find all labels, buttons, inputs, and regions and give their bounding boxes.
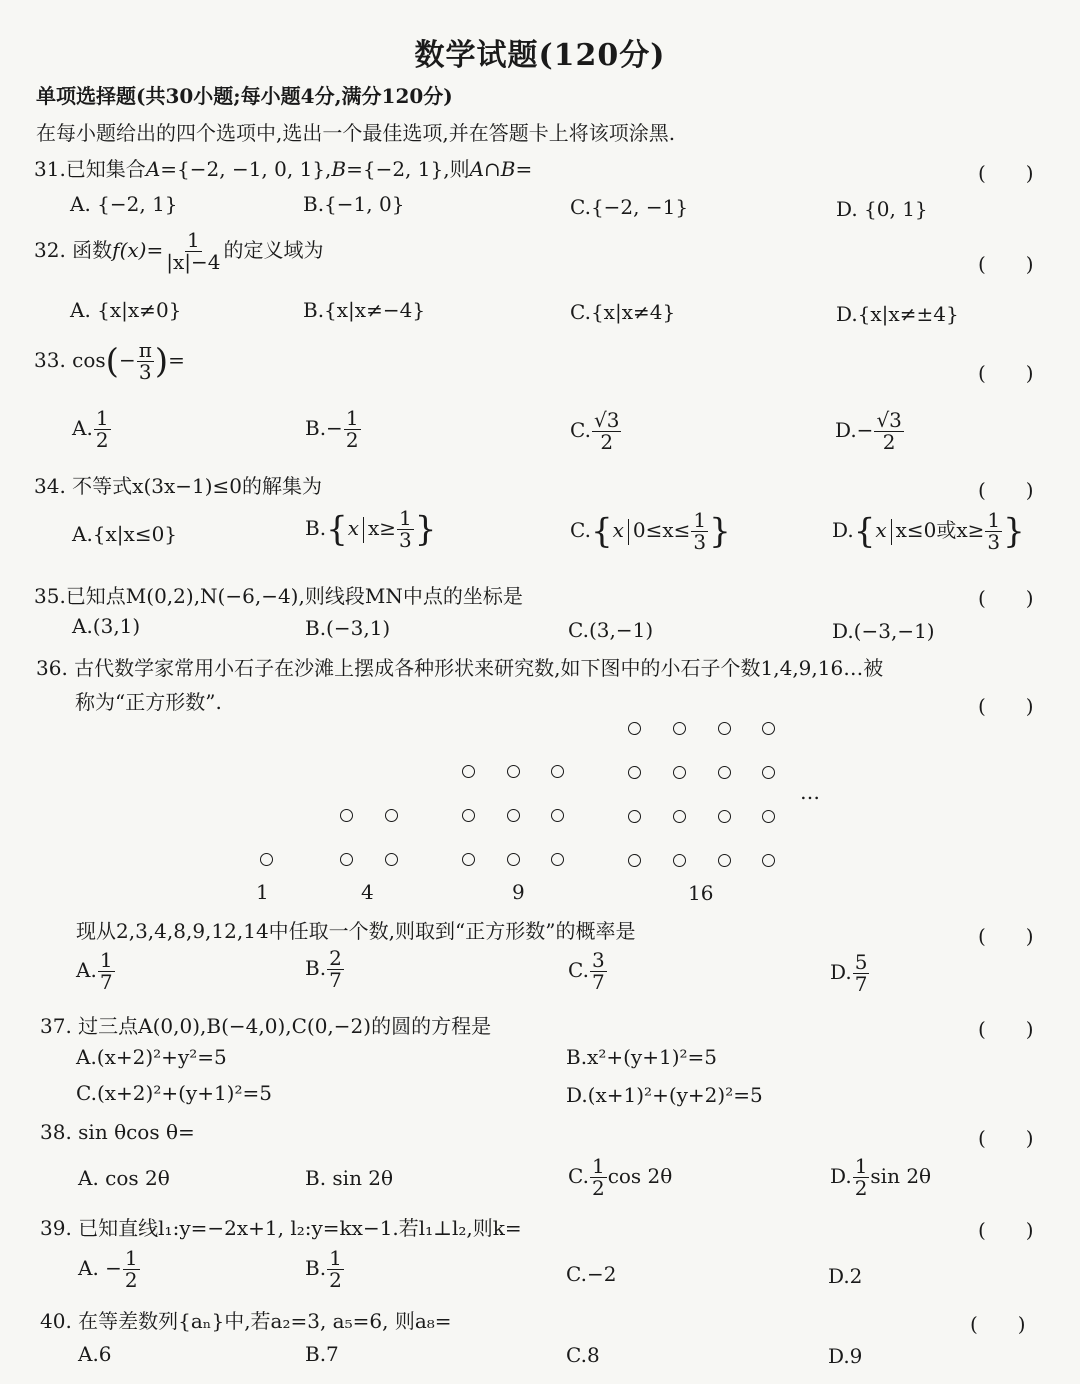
pebble-ellipsis: … xyxy=(800,780,820,804)
pebble xyxy=(551,853,564,866)
q39-option-c: C.−2 xyxy=(566,1262,617,1286)
q40-option-b: B.7 xyxy=(305,1342,339,1366)
q34-option-c: C.{x 0≤x≤ $\frac{1}{3}$ } xyxy=(570,508,731,554)
pebble xyxy=(673,810,686,823)
pebble xyxy=(340,809,353,822)
pebble xyxy=(507,765,520,778)
pebble xyxy=(762,854,775,867)
pebble xyxy=(718,854,731,867)
q32-option-a: A. {x|x≠0} xyxy=(70,298,182,322)
answer-paren-36: ( ) xyxy=(978,694,1034,718)
question-38-stem: 38. sin θcos θ= xyxy=(40,1120,195,1144)
pebble xyxy=(385,853,398,866)
question-37-stem: 37. 过三点A(0,0),B(−4,0),C(0,−2)的圆的方程是 xyxy=(40,1014,492,1038)
pebble-label-16: 16 xyxy=(688,881,714,905)
q38-option-c: C. $\frac{1}{2}$ cos 2θ xyxy=(568,1154,673,1200)
q38-option-b: B. sin 2θ xyxy=(305,1166,394,1190)
q39-option-b: B. $\frac{1}{2}$ xyxy=(305,1246,342,1292)
pebble xyxy=(340,853,353,866)
answer-paren-38: ( ) xyxy=(978,1126,1034,1150)
pebble xyxy=(462,765,475,778)
q36-option-b: B. $\frac{2}{7}$ xyxy=(305,946,342,992)
pebble xyxy=(628,722,641,735)
q37-option-a: A.(x+2)²+y²=5 xyxy=(76,1045,227,1069)
q37-option-d: D.(x+1)²+(y+2)²=5 xyxy=(566,1083,763,1107)
q31-option-d: D. {0, 1} xyxy=(836,197,928,221)
answer-paren-35: ( ) xyxy=(978,586,1034,610)
pebble xyxy=(551,765,564,778)
q39-option-d: D.2 xyxy=(828,1264,863,1288)
pebble xyxy=(762,766,775,779)
q33-option-b: B.− $\frac{1}{2}$ xyxy=(305,406,359,452)
question-32-stem: 32. 函数f(x)= $\frac{1}{|x|-4}$ 的定义域为 xyxy=(34,228,324,274)
pebble xyxy=(507,809,520,822)
q35-option-b: B.(−3,1) xyxy=(305,616,391,640)
question-40-stem: 40. 在等差数列{aₙ}中,若a₂=3, a₅=6, 则a₈= xyxy=(40,1309,452,1333)
answer-paren-40: ( ) xyxy=(970,1312,1026,1336)
q39-option-a: A. − $\frac{1}{2}$ xyxy=(78,1246,138,1292)
q36-option-d: D. $\frac{5}{7}$ xyxy=(830,950,868,996)
q35-option-d: D.(−3,−1) xyxy=(832,619,935,643)
pebble xyxy=(762,810,775,823)
pebble-label-4: 4 xyxy=(361,880,374,904)
instruction: 在每小题给出的四个选项中,选出一个最佳选项,并在答题卡上将该项涂黑. xyxy=(36,121,676,145)
answer-paren-32: ( ) xyxy=(978,252,1034,276)
q34-option-a: A.{x|x≤0} xyxy=(72,522,178,546)
q35-option-c: C.(3,−1) xyxy=(568,618,654,642)
pebble xyxy=(628,810,641,823)
pebble xyxy=(673,722,686,735)
answer-paren-31: ( ) xyxy=(978,161,1034,185)
pebble xyxy=(718,766,731,779)
question-33-stem: 33. cos(− $\frac{\pi}{3}$ )= xyxy=(34,338,185,384)
pebble xyxy=(718,810,731,823)
q33-option-c: C. $\frac{√3}{2}$ xyxy=(570,408,620,454)
pebble xyxy=(673,766,686,779)
q38-option-a: A. cos 2θ xyxy=(78,1166,170,1190)
pebble xyxy=(507,853,520,866)
q32-option-d: D.{x|x≠±4} xyxy=(836,302,959,326)
answer-paren-36b: ( ) xyxy=(978,924,1034,948)
q37-option-b: B.x²+(y+1)²=5 xyxy=(566,1045,717,1069)
q31-option-b: B.{−1, 0} xyxy=(303,192,405,216)
q31-option-c: C.{−2, −1} xyxy=(570,195,689,219)
pebble-label-9: 9 xyxy=(512,880,525,904)
pebble xyxy=(762,722,775,735)
q40-option-a: A.6 xyxy=(78,1342,112,1366)
question-34-stem: 34. 不等式x(3x−1)≤0的解集为 xyxy=(34,474,323,498)
q31-option-a: A. {−2, 1} xyxy=(70,192,178,216)
pebble xyxy=(462,853,475,866)
question-31-stem: 31.已知集合A={−2, −1, 0, 1},B={−2, 1},则A∩B= xyxy=(34,157,533,181)
question-36-stem-line3: 现从2,3,4,8,9,12,14中任取一个数,则取到“正方形数”的概率是 xyxy=(76,919,636,943)
q32-option-c: C.{x|x≠4} xyxy=(570,300,676,324)
pebble xyxy=(462,809,475,822)
answer-paren-37: ( ) xyxy=(978,1017,1034,1041)
q34-option-b: B.{x x≥ $\frac{1}{3}$ } xyxy=(305,506,437,552)
q38-option-d: D. $\frac{1}{2}$ sin 2θ xyxy=(830,1154,932,1200)
pebble xyxy=(551,809,564,822)
q33-option-d: D.− $\frac{√3}{2}$ xyxy=(835,408,902,454)
q36-option-a: A. $\frac{1}{7}$ xyxy=(76,948,113,994)
q40-option-d: D.9 xyxy=(828,1344,863,1368)
q32-fraction: $\frac{1}{|x|-4}$ xyxy=(166,228,221,274)
answer-paren-39: ( ) xyxy=(978,1218,1034,1242)
pebble xyxy=(673,854,686,867)
question-35-stem: 35.已知点M(0,2),N(−6,−4),则线段MN中点的坐标是 xyxy=(34,584,523,608)
answer-paren-33: ( ) xyxy=(978,361,1034,385)
section-header: 单项选择题(共30小题;每小题4分,满分120分) xyxy=(36,84,453,108)
pebble-label-1: 1 xyxy=(256,880,269,904)
pebble xyxy=(385,809,398,822)
q35-option-a: A.(3,1) xyxy=(72,614,141,638)
q34-option-d: D.{x x≤0或x≥ $\frac{1}{3}$ } xyxy=(832,508,1025,554)
pebble xyxy=(260,853,273,866)
q40-option-c: C.8 xyxy=(566,1343,600,1367)
question-36-stem-line1: 36. 古代数学家常用小石子在沙滩上摆成各种形状来研究数,如下图中的小石子个数1,4,9,16…被 xyxy=(36,656,884,680)
q32-option-b: B.{x|x≠−4} xyxy=(303,298,426,322)
pebble xyxy=(628,766,641,779)
question-36-stem-line2: 称为“正方形数”. xyxy=(75,690,222,714)
page-title: 数学试题(120分) xyxy=(414,38,666,73)
q33-option-a: A. $\frac{1}{2}$ xyxy=(72,406,109,452)
q36-option-c: C. $\frac{3}{7}$ xyxy=(568,948,605,994)
q37-option-c: C.(x+2)²+(y+1)²=5 xyxy=(76,1081,272,1105)
question-39-stem: 39. 已知直线l₁:y=−2x+1, l₂:y=kx−1.若l₁⊥l₂,则k= xyxy=(40,1216,522,1240)
answer-paren-34: ( ) xyxy=(978,478,1034,502)
pebble xyxy=(628,854,641,867)
pebble xyxy=(718,722,731,735)
